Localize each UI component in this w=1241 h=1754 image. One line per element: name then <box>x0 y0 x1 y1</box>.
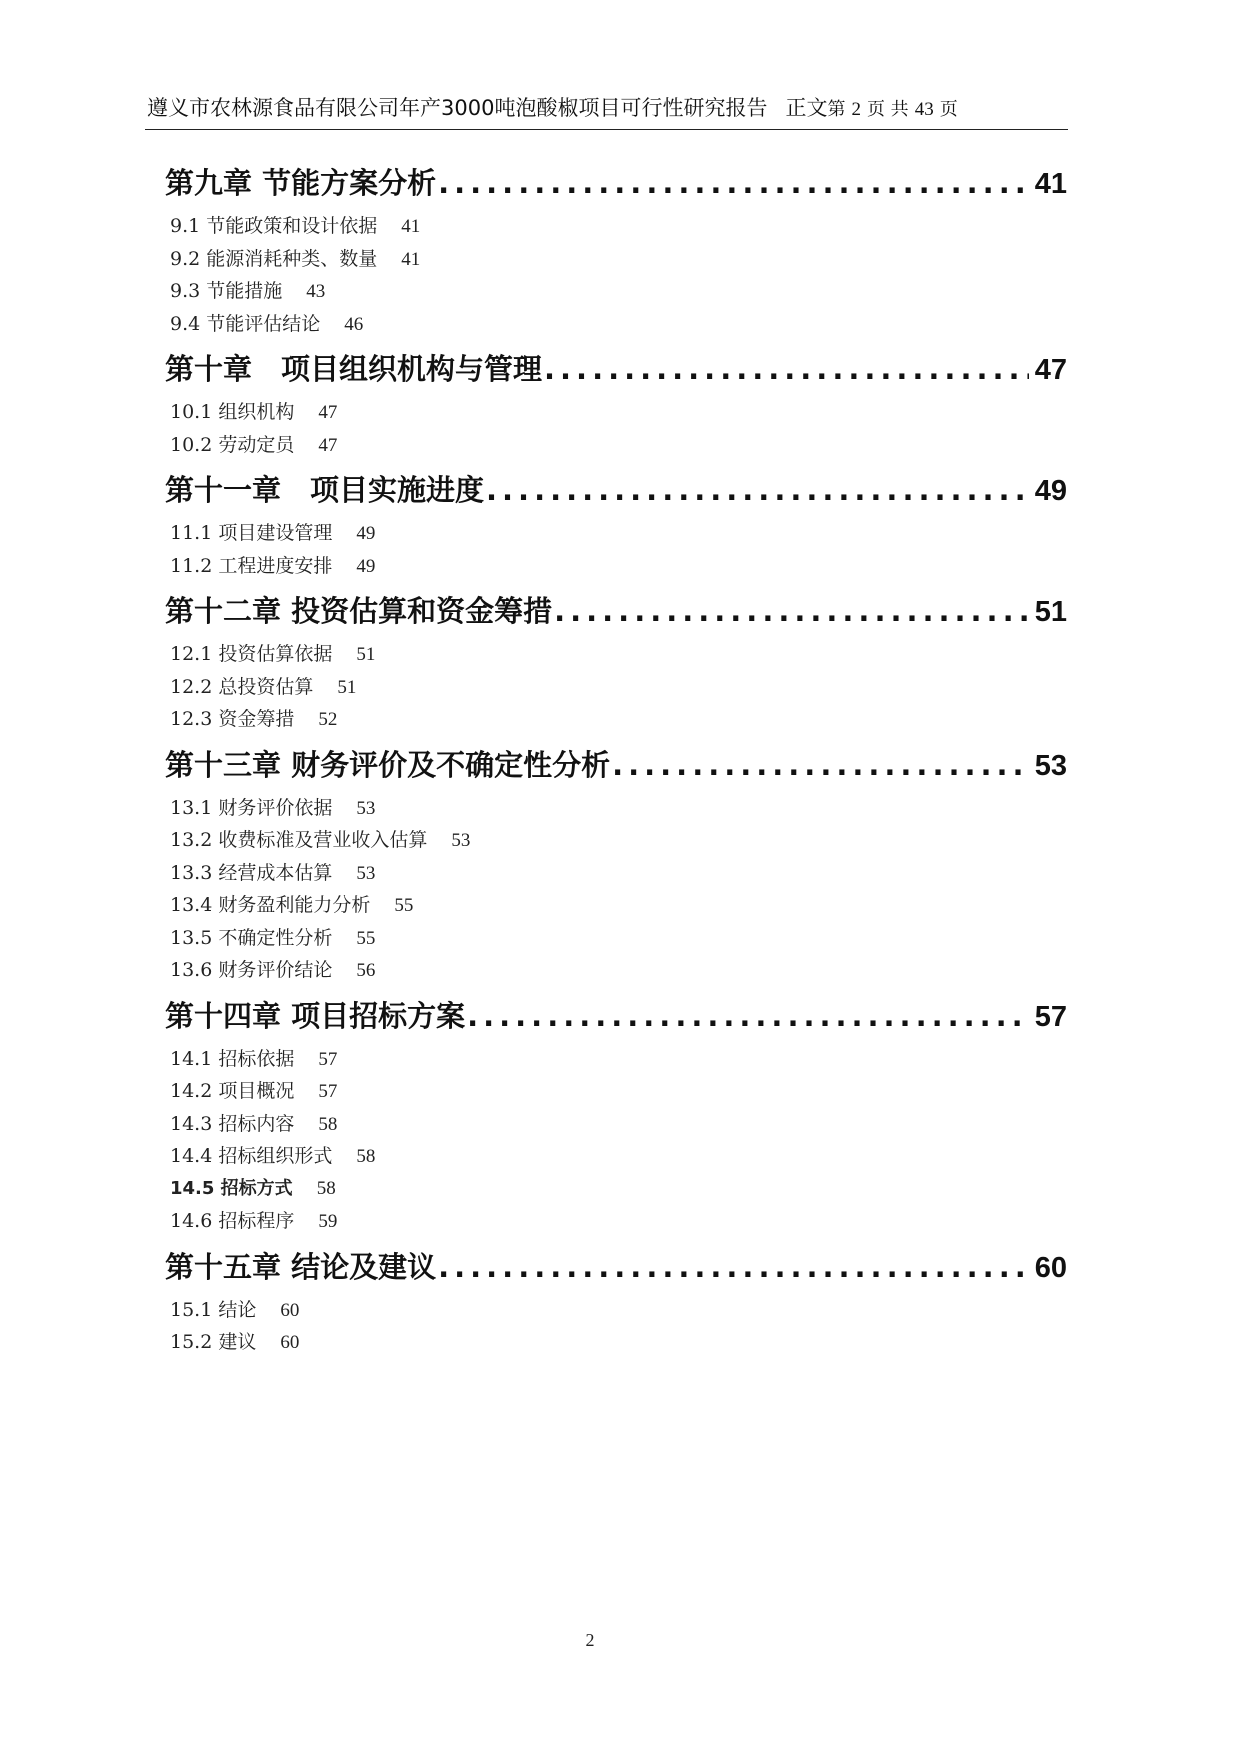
toc-section-15-1[interactable] <box>170 1294 1067 1327</box>
section-title: 9.2 能源消耗种类、数量 <box>170 247 378 270</box>
toc-section-15-2[interactable] <box>170 1326 1067 1359</box>
toc-section-14-2[interactable] <box>170 1075 1067 1108</box>
toc-section-13-6[interactable] <box>170 954 1067 987</box>
dot-leader <box>438 1244 1029 1290</box>
toc-chapter-9[interactable] <box>165 160 1067 206</box>
toc-chapter-13[interactable] <box>165 742 1067 788</box>
section-page: 60 <box>280 1299 300 1321</box>
header-page-suffix: 页 <box>939 99 958 120</box>
section-page: 51 <box>356 644 376 665</box>
toc-section-13-2[interactable] <box>170 824 1067 857</box>
section-title: 12.1 投资估算依据 <box>170 643 333 665</box>
section-title: 15.2 建议 <box>170 1331 257 1353</box>
section-page: 41 <box>401 216 421 237</box>
table-of-contents <box>165 160 1067 1365</box>
section-page: 56 <box>356 960 376 981</box>
page-number: 2 <box>585 1630 595 1650</box>
chapter-page: 49 <box>1034 475 1067 507</box>
chapter-page: 51 <box>1034 596 1067 628</box>
header-total-pages: 43 <box>914 99 934 120</box>
section-title: 10.2 劳动定员 <box>170 433 295 456</box>
section-page: 53 <box>356 862 376 884</box>
chapter-title: 第九章 节能方案分析 <box>165 166 437 200</box>
section-title: 11.1 项目建设管理 <box>170 522 333 544</box>
toc-chapter-14[interactable] <box>165 993 1067 1039</box>
section-title: 14.3 招标内容 <box>170 1112 295 1135</box>
dot-leader <box>554 588 1029 634</box>
toc-section-14-6[interactable] <box>170 1205 1067 1238</box>
section-title: 10.1 组织机构 <box>170 401 295 423</box>
section-page: 58 <box>316 1177 336 1199</box>
toc-section-9-1[interactable] <box>170 210 1067 243</box>
chapter-15-sections <box>170 1294 1067 1359</box>
section-page: 47 <box>318 434 338 456</box>
toc-chapter-10[interactable] <box>165 346 1067 392</box>
chapter-title: 第十五章 结论及建议 <box>165 1249 437 1284</box>
chapter-11-sections <box>170 517 1067 582</box>
section-title: 14.5 招标方式 <box>170 1177 293 1199</box>
section-title: 14.4 招标组织形式 <box>170 1145 333 1167</box>
chapter-page: 47 <box>1034 354 1067 386</box>
section-page: 57 <box>318 1048 338 1070</box>
chapter-9-sections <box>170 210 1067 340</box>
section-title: 13.4 财务盈利能力分析 <box>170 894 371 916</box>
section-page: 51 <box>337 676 357 698</box>
section-page: 59 <box>318 1211 338 1232</box>
chapter-page: 57 <box>1034 1000 1067 1033</box>
toc-section-13-3[interactable] <box>170 857 1067 890</box>
toc-chapter-15[interactable] <box>165 1244 1067 1290</box>
chapter-page: 53 <box>1034 749 1067 782</box>
header-divider <box>145 129 1068 130</box>
chapter-12-sections <box>170 638 1067 736</box>
section-page: 53 <box>451 830 471 851</box>
section-title: 13.2 收费标准及营业收入估算 <box>170 829 428 851</box>
section-title: 12.3 资金筹措 <box>170 708 295 730</box>
dot-leader <box>438 160 1029 206</box>
header-section-label: 正文 <box>785 96 828 120</box>
section-title: 13.1 财务评价依据 <box>170 796 333 819</box>
dot-leader <box>612 742 1029 788</box>
section-title: 13.5 不确定性分析 <box>170 926 333 949</box>
section-page: 58 <box>318 1113 338 1135</box>
header-page-prefix: 第 <box>827 99 846 120</box>
section-title: 9.4 节能评估结论 <box>170 312 321 335</box>
section-page: 55 <box>356 927 376 949</box>
section-title: 12.2 总投资估算 <box>170 675 314 698</box>
section-page: 60 <box>280 1332 300 1353</box>
toc-section-9-4[interactable] <box>170 308 1067 341</box>
section-title: 11.2 工程进度安排 <box>170 554 333 577</box>
section-page: 49 <box>356 523 376 544</box>
document-title: 遵义市农林源食品有限公司年产3000吨泡酸椒项目可行性研究报告 <box>147 96 768 120</box>
header-page-mid: 页 共 <box>866 99 909 120</box>
toc-section-14-5[interactable] <box>170 1173 1067 1206</box>
toc-section-14-4[interactable] <box>170 1140 1067 1173</box>
chapter-title: 第十一章 项目实施进度 <box>165 473 485 507</box>
toc-section-13-4[interactable] <box>170 889 1067 922</box>
toc-section-11-2[interactable] <box>170 550 1067 583</box>
section-page: 49 <box>356 555 376 577</box>
section-page: 55 <box>394 895 414 916</box>
section-title: 14.6 招标程序 <box>170 1210 295 1232</box>
dot-leader <box>467 993 1029 1039</box>
chapter-14-sections <box>170 1043 1067 1238</box>
section-title: 13.6 财务评价结论 <box>170 959 333 981</box>
toc-section-12-1[interactable] <box>170 638 1067 671</box>
section-page: 47 <box>318 402 338 423</box>
chapter-title: 第十二章 投资估算和资金筹措 <box>165 594 553 628</box>
section-page: 53 <box>356 797 376 819</box>
toc-chapter-11[interactable] <box>165 467 1067 513</box>
toc-section-13-5[interactable] <box>170 922 1067 955</box>
toc-section-9-2[interactable] <box>170 243 1067 276</box>
running-header <box>147 90 1067 126</box>
section-page: 57 <box>318 1081 338 1102</box>
section-title: 14.1 招标依据 <box>170 1047 295 1070</box>
toc-section-14-3[interactable] <box>170 1108 1067 1141</box>
chapter-page: 41 <box>1034 168 1067 200</box>
section-title: 14.2 项目概况 <box>170 1080 295 1102</box>
dot-leader <box>486 467 1029 513</box>
chapter-13-sections <box>170 792 1067 987</box>
dot-leader <box>544 346 1029 392</box>
section-page: 46 <box>344 313 364 335</box>
section-page: 43 <box>306 281 326 302</box>
chapter-title: 第十四章 项目招标方案 <box>165 998 466 1033</box>
toc-section-13-1[interactable] <box>170 792 1067 825</box>
section-title: 9.1 节能政策和设计依据 <box>170 215 378 237</box>
toc-section-9-3[interactable] <box>170 275 1067 308</box>
section-title: 9.3 节能措施 <box>170 280 283 302</box>
chapter-page: 60 <box>1034 1251 1067 1284</box>
chapter-title: 第十三章 财务评价及不确定性分析 <box>165 747 611 782</box>
header-current-page: 2 <box>851 99 861 120</box>
section-page: 52 <box>318 709 338 730</box>
chapter-title: 第十章 项目组织机构与管理 <box>165 352 543 386</box>
toc-section-10-1[interactable] <box>170 396 1067 429</box>
chapter-10-sections <box>170 396 1067 461</box>
toc-section-14-1[interactable] <box>170 1043 1067 1076</box>
toc-chapter-12[interactable] <box>165 588 1067 634</box>
section-title: 15.1 结论 <box>170 1298 257 1321</box>
toc-section-10-2[interactable] <box>170 429 1067 462</box>
section-page: 41 <box>401 248 421 270</box>
section-title: 13.3 经营成本估算 <box>170 861 333 884</box>
toc-section-11-1[interactable] <box>170 517 1067 550</box>
toc-section-12-2[interactable] <box>170 671 1067 704</box>
section-page: 58 <box>356 1146 376 1167</box>
toc-section-12-3[interactable] <box>170 703 1067 736</box>
